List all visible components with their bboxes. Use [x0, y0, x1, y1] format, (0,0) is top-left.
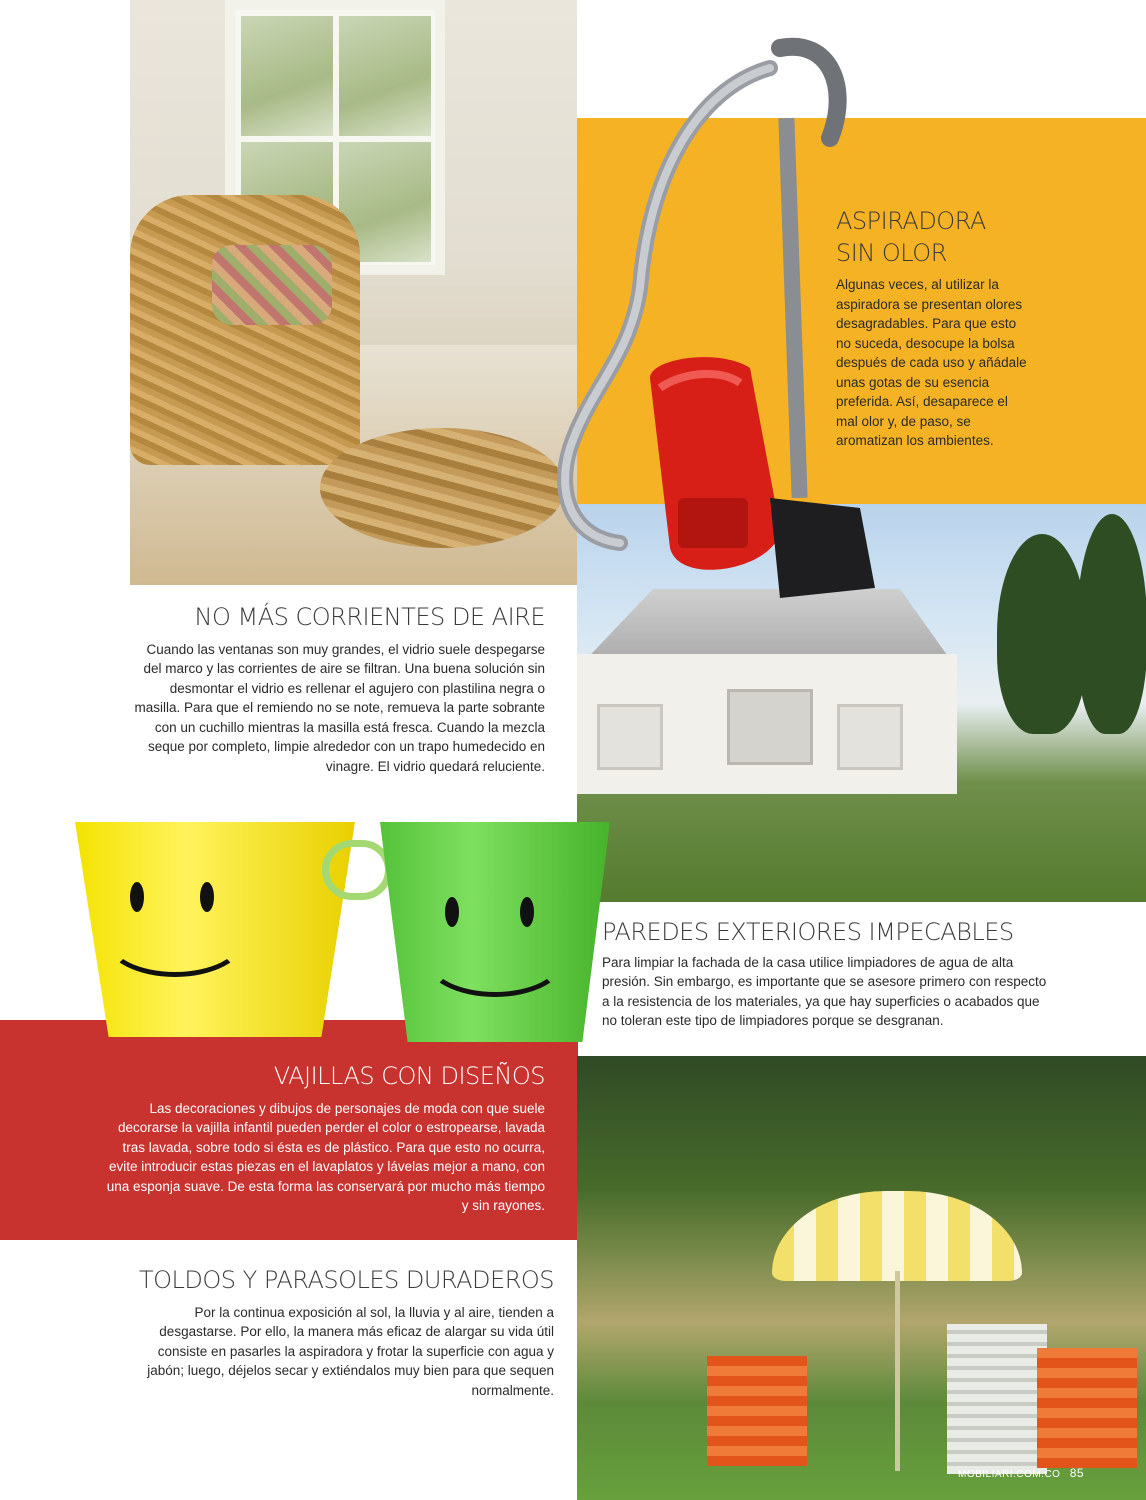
- vacuum-title: [836, 205, 1036, 269]
- orange-chair-right: [1037, 1348, 1137, 1468]
- dishes-title: VAJILLAS CON DISEÑOS: [273, 1062, 545, 1090]
- footer-page-number: 85: [1069, 1466, 1085, 1480]
- photo-wicker-chair-room: [130, 0, 577, 585]
- wicker-chair-image: [130, 195, 360, 465]
- awnings-section: [130, 1266, 554, 1400]
- drafts-body: Cuando las ventanas son muy grandes, el vidrio suele despegarse del marco y las corrientes de aire se filtran. Una buena solución sin desmontar el vidrio es rellenar el agujero con plastilina negra o masilla. Para que el remiendo no se note, remueva la parte sobrante con un cuchillo mientras la masilla está fresca. Cuando la mezcla seque por completo, limpie alrededor con un trapo humedecido en vinagre. El vidrio quedará reluciente.: [134, 641, 545, 774]
- white-chair: [947, 1324, 1047, 1474]
- vacuum-title-line1: ASPIRADORA: [836, 207, 986, 235]
- wicker-pouf-image: [320, 428, 565, 548]
- vacuum-section: [836, 205, 1036, 451]
- page-footer: [958, 1466, 1084, 1480]
- orange-chair-left: [707, 1356, 807, 1466]
- umbrella-image: [772, 1191, 1022, 1281]
- cushion-image: [212, 245, 332, 325]
- vacuum-body: Algunas veces, al utilizar la aspiradora se presentan olores desagradables. Para que esto no suceda, desocupe la bolsa después de cada uso y añádale unas gotas de su esencia preferida. Así, desaparece el mal olor y, de paso, se aromatizan los ambientes.: [836, 277, 1027, 448]
- yellow-smiley-mug-image: [75, 822, 355, 1037]
- photo-garden-umbrella: [577, 1056, 1146, 1500]
- awnings-title: TOLDOS Y PARASOLES DURADEROS: [138, 1266, 554, 1294]
- walls-section: [602, 918, 1052, 1031]
- drafts-title: NO MÁS CORRIENTES DE AIRE: [194, 603, 545, 631]
- drafts-section: [130, 603, 545, 776]
- green-smiley-mug-image: [380, 822, 610, 1042]
- dishes-body: Las decoraciones y dibujos de personajes de moda con que suele decorarse la vajilla infantil pueden perder el color o estropearse, lavada tras lavada, sobre todo si ésta es de plástico. Para que esto no ocurra, evite introducir estas piezas en el lavaplatos y lávelas mejor a mano, con una esponja suave. De esta forma las conservará por mucho más tiempo y sin rayones.: [106, 1100, 545, 1214]
- vacuum-title-line2: SIN OLOR: [836, 239, 947, 267]
- walls-body: Para limpiar la fachada de la casa utilice limpiadores de agua de alta presión. Sin embargo, es importante que se asesore primero con respecto a la resistencia de los materiales, ya que hay superficies o acabados que no toleran este tipo de limpiadores porque se desgranan.: [602, 954, 1047, 1029]
- walls-title: PAREDES EXTERIORES IMPECABLES: [602, 918, 1014, 946]
- mug-handles: [322, 840, 392, 900]
- awnings-body: Por la continua exposición al sol, la lluvia y al aire, tienden a desgastarse. Por ello, la manera más eficaz de alargar su vida útil consiste en pasarles la aspiradora y frotar la superficie con agua y jabón; luego, déjelos secar y extiéndalos muy bien para que sequen normalmente.: [147, 1304, 554, 1398]
- dishes-section: [100, 1062, 545, 1216]
- footer-site: MOBILIARI.COM.CO: [958, 1469, 1061, 1480]
